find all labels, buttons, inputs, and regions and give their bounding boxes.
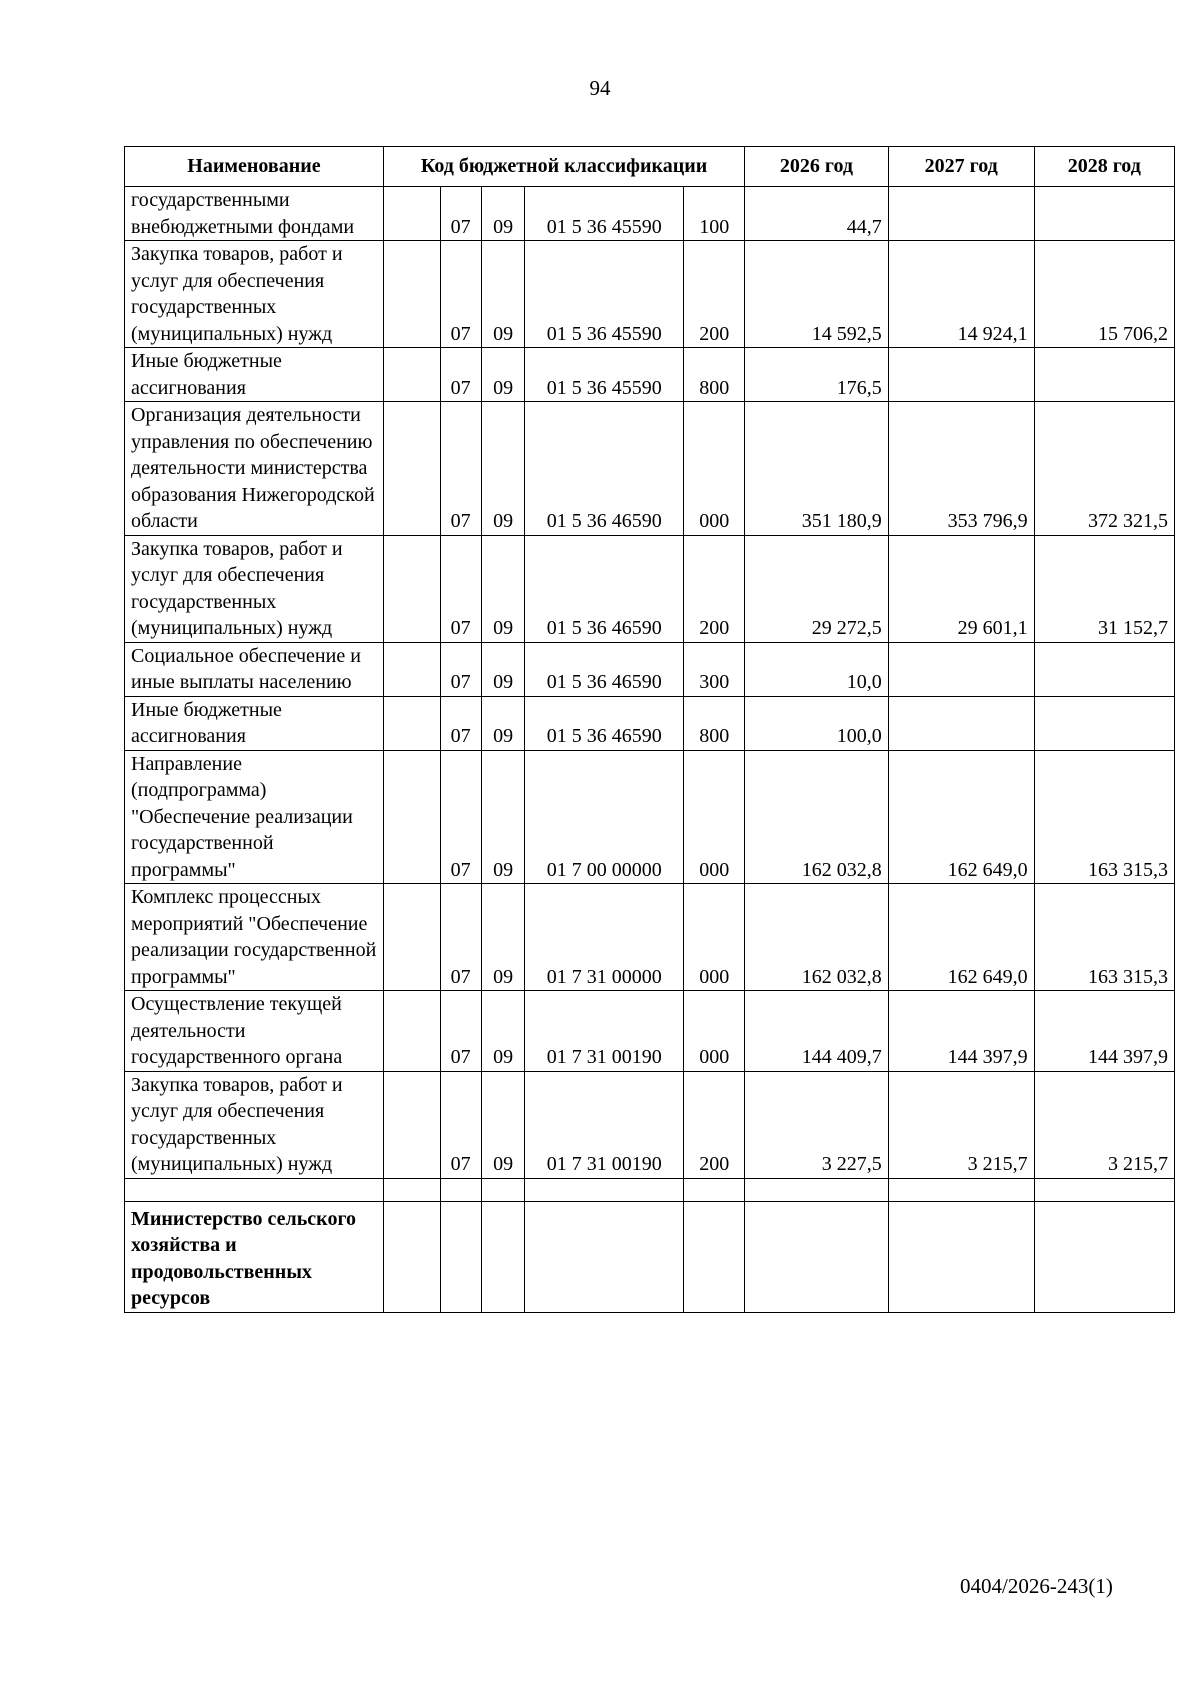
row-code-expense-type: 100 (684, 187, 745, 241)
row-code-target: 01 7 00 00000 (525, 750, 684, 884)
row-code-blank (383, 884, 440, 991)
table-row (125, 241, 1175, 348)
table-row (125, 884, 1175, 991)
ministry-code-5 (684, 1201, 745, 1312)
row-code-section: 07 (440, 991, 481, 1072)
row-value-2028: 144 397,9 (1034, 991, 1174, 1072)
row-value-2026: 29 272,5 (745, 535, 889, 642)
ministry-code-4 (525, 1201, 684, 1312)
row-code-target: 01 5 36 46590 (525, 535, 684, 642)
ministry-code-2 (440, 1201, 481, 1312)
row-code-section: 07 (440, 187, 481, 241)
page-number: 94 (589, 76, 611, 100)
header-name: Наименование (125, 147, 384, 187)
row-code-subsection: 09 (481, 884, 525, 991)
row-code-expense-type: 800 (684, 696, 745, 750)
table-row (125, 991, 1175, 1072)
table-body (125, 187, 1175, 1313)
row-name: Направление (подпрограмма) "Обеспечение реализации государственной программы" (125, 750, 384, 884)
table-row (125, 348, 1175, 402)
row-value-2027 (888, 696, 1034, 750)
row-name: Иные бюджетные ассигнования (125, 348, 384, 402)
row-code-subsection: 09 (481, 241, 525, 348)
table-header-row (125, 147, 1175, 187)
header-2026: 2026 год (745, 147, 889, 187)
row-code-expense-type: 300 (684, 642, 745, 696)
row-code-expense-type: 000 (684, 402, 745, 536)
row-code-blank (383, 241, 440, 348)
row-value-2028: 163 315,3 (1034, 884, 1174, 991)
row-value-2026: 144 409,7 (745, 991, 889, 1072)
row-code-section: 07 (440, 348, 481, 402)
row-code-expense-type: 800 (684, 348, 745, 402)
ministry-code-1 (383, 1201, 440, 1312)
row-code-blank (383, 750, 440, 884)
row-code-subsection: 09 (481, 348, 525, 402)
row-value-2027: 29 601,1 (888, 535, 1034, 642)
ministry-2027 (888, 1201, 1034, 1312)
row-code-blank (383, 348, 440, 402)
table-row (125, 750, 1175, 884)
row-code-blank (383, 696, 440, 750)
row-code-blank (383, 402, 440, 536)
row-name: Закупка товаров, работ и услуг для обеспечения государственных (муниципальных) нужд (125, 241, 384, 348)
table-row (125, 402, 1175, 536)
row-value-2026: 100,0 (745, 696, 889, 750)
row-name: Осуществление текущей деятельности государственного органа (125, 991, 384, 1072)
row-value-2027: 162 649,0 (888, 884, 1034, 991)
row-value-2028: 3 215,7 (1034, 1071, 1174, 1178)
row-name: Организация деятельности управления по обеспечению деятельности министерства образования Нижегородской области (125, 402, 384, 536)
row-code-expense-type: 000 (684, 884, 745, 991)
row-value-2028: 31 152,7 (1034, 535, 1174, 642)
row-code-subsection: 09 (481, 1071, 525, 1178)
row-value-2026: 162 032,8 (745, 750, 889, 884)
row-value-2026: 3 227,5 (745, 1071, 889, 1178)
row-value-2028 (1034, 642, 1174, 696)
row-code-subsection: 09 (481, 991, 525, 1072)
row-code-section: 07 (440, 884, 481, 991)
row-code-target: 01 7 31 00190 (525, 991, 684, 1072)
row-code-expense-type: 200 (684, 535, 745, 642)
row-name: Социальное обеспечение и иные выплаты населению (125, 642, 384, 696)
row-value-2027 (888, 187, 1034, 241)
spacer-row (125, 1178, 1175, 1201)
row-name: Закупка товаров, работ и услуг для обеспечения государственных (муниципальных) нужд (125, 1071, 384, 1178)
row-value-2028: 15 706,2 (1034, 241, 1174, 348)
row-code-section: 07 (440, 642, 481, 696)
row-code-section: 07 (440, 402, 481, 536)
ministry-2028 (1034, 1201, 1174, 1312)
row-code-subsection: 09 (481, 535, 525, 642)
row-code-blank (383, 991, 440, 1072)
budget-table (124, 146, 1175, 1313)
row-value-2027: 3 215,7 (888, 1071, 1034, 1178)
row-code-section: 07 (440, 241, 481, 348)
row-code-blank (383, 642, 440, 696)
table-row (125, 187, 1175, 241)
ministry-code-3 (481, 1201, 525, 1312)
row-value-2028 (1034, 348, 1174, 402)
ministry-row (125, 1201, 1175, 1312)
row-code-target: 01 5 36 46590 (525, 696, 684, 750)
row-code-target: 01 5 36 45590 (525, 187, 684, 241)
row-value-2028 (1034, 187, 1174, 241)
row-code-subsection: 09 (481, 750, 525, 884)
row-name: Иные бюджетные ассигнования (125, 696, 384, 750)
row-code-expense-type: 200 (684, 241, 745, 348)
row-value-2027 (888, 642, 1034, 696)
row-code-target: 01 5 36 46590 (525, 402, 684, 536)
row-code-section: 07 (440, 535, 481, 642)
row-code-target: 01 7 31 00000 (525, 884, 684, 991)
row-code-target: 01 5 36 46590 (525, 642, 684, 696)
row-name: Закупка товаров, работ и услуг для обеспечения государственных (муниципальных) нужд (125, 535, 384, 642)
header-code: Код бюджетной классификации (383, 147, 744, 187)
row-value-2026: 176,5 (745, 348, 889, 402)
row-code-expense-type: 000 (684, 750, 745, 884)
row-value-2027: 14 924,1 (888, 241, 1034, 348)
row-value-2027: 353 796,9 (888, 402, 1034, 536)
row-value-2028 (1034, 696, 1174, 750)
row-value-2026: 10,0 (745, 642, 889, 696)
row-code-section: 07 (440, 696, 481, 750)
document-reference: 0404/2026-243(1) (960, 1574, 1113, 1598)
row-name: государственными внебюджетными фондами (125, 187, 384, 241)
row-value-2027: 144 397,9 (888, 991, 1034, 1072)
row-value-2028: 372 321,5 (1034, 402, 1174, 536)
ministry-2026 (745, 1201, 889, 1312)
row-value-2028: 163 315,3 (1034, 750, 1174, 884)
table-row (125, 696, 1175, 750)
table-row (125, 1071, 1175, 1178)
row-code-target: 01 7 31 00190 (525, 1071, 684, 1178)
ministry-name: Министерство сельского хозяйства и продовольственных ресурсов (125, 1201, 384, 1312)
row-code-expense-type: 000 (684, 991, 745, 1072)
row-code-blank (383, 1071, 440, 1178)
row-code-target: 01 5 36 45590 (525, 241, 684, 348)
row-code-subsection: 09 (481, 696, 525, 750)
row-code-subsection: 09 (481, 187, 525, 241)
row-code-blank (383, 535, 440, 642)
row-value-2026: 162 032,8 (745, 884, 889, 991)
row-value-2026: 14 592,5 (745, 241, 889, 348)
row-value-2027: 162 649,0 (888, 750, 1034, 884)
row-code-target: 01 5 36 45590 (525, 348, 684, 402)
row-value-2027 (888, 348, 1034, 402)
row-code-subsection: 09 (481, 642, 525, 696)
row-code-section: 07 (440, 750, 481, 884)
row-code-subsection: 09 (481, 402, 525, 536)
header-2028: 2028 год (1034, 147, 1174, 187)
table-row (125, 642, 1175, 696)
header-2027: 2027 год (888, 147, 1034, 187)
row-code-blank (383, 187, 440, 241)
row-code-section: 07 (440, 1071, 481, 1178)
row-code-expense-type: 200 (684, 1071, 745, 1178)
row-name: Комплекс процессных мероприятий "Обеспечение реализации государственной программы" (125, 884, 384, 991)
table-row (125, 535, 1175, 642)
row-value-2026: 351 180,9 (745, 402, 889, 536)
row-value-2026: 44,7 (745, 187, 889, 241)
